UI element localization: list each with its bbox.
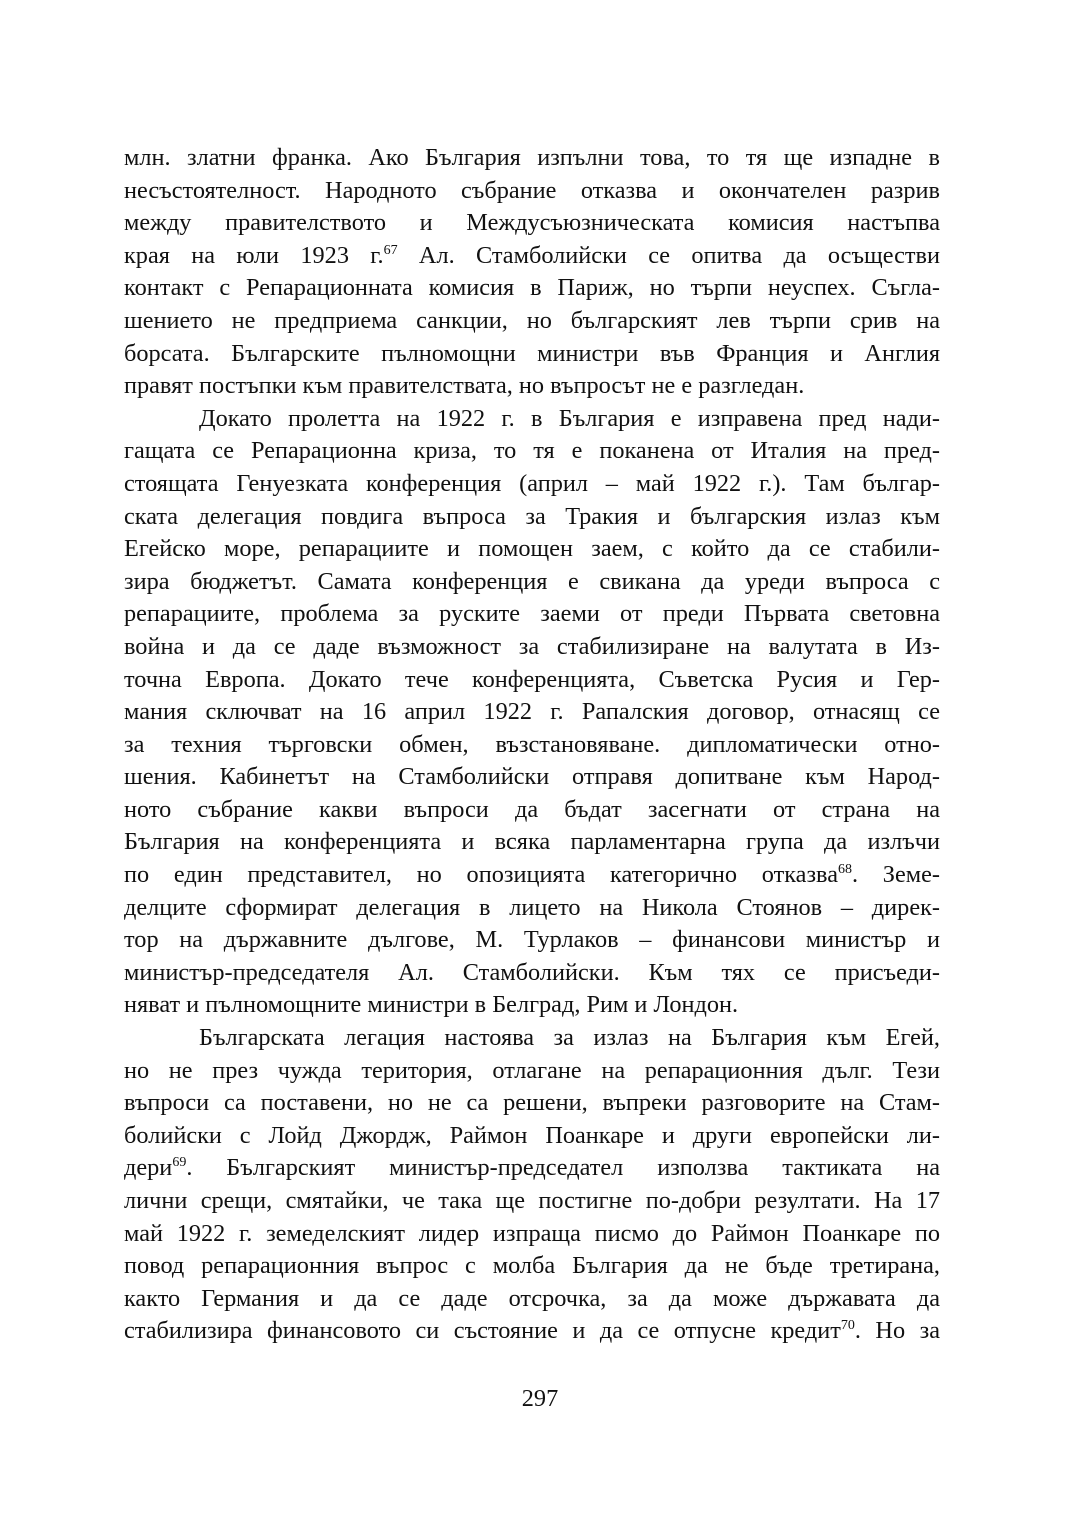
text-line-content: болийски с Лойд Джордж, Раймон Поанкаре и други европейски ли- [124,1121,940,1149]
text-line [124,794,940,827]
text-line-content: гащата се Репарационна криза, то тя е поканена от Италия на пред- [124,437,940,465]
text-line-content: ската делегация повдига въпроса за Тракия и българския излаз към [124,502,940,530]
text-line-content: делците сформират делегация в лицето на Никола Стоянов – дирек- [124,893,940,921]
text-line-content: края на юли 1923 г. [124,241,384,269]
text-line [124,859,940,892]
text-line-content: по един представител, но опозицията категорично отказва [124,861,838,889]
text-line [124,729,940,762]
text-line [124,142,940,175]
text-line-content: лични срещи, смятайки, че така ще постигне по-добри резултати. На 17 [124,1187,940,1214]
text-line [124,989,940,1022]
text-line [124,305,940,338]
text-line [124,761,940,794]
text-line-content: млн. златни франка. Ако България изпълни това, то тя ще изпадне в [124,144,940,171]
text-line [124,272,940,305]
text-line-content: Докато пролетта на 1922 г. в България е изправена пред нади- [199,404,940,432]
text-line [124,826,940,859]
text-line-content: Българската легация настоява за излаз на България към Егей, [199,1024,940,1052]
text-line [124,1250,940,1283]
text-line [124,631,940,664]
text-line-content: стоящата Генуезката конференция (април – май 1922 г.). Там българ- [124,469,940,497]
text-line-content: война и да се даде възможност за стабилизиране на валутата в Из- [124,632,940,660]
text-line-continuation: . Българският министър-председател използва тактиката на [186,1154,940,1182]
text-line [124,501,940,534]
footnote-marker: 67 [383,242,398,258]
text-line [124,1120,940,1153]
text-line [124,1315,940,1348]
text-line-content: стабилизира финансовото си състояние и да се отпусне кредит [124,1317,841,1345]
text-line [124,892,940,925]
text-line-content: ното събрание какви въпроси да бъдат засегнати от страна на [124,795,940,823]
text-line [124,566,940,599]
text-line-content: България на конференцията и всяка парламентарна група да излъчи [124,828,940,856]
text-line-content: Егейско море, репарациите и помощен заем, с който да се стабили- [124,535,940,563]
text-line [124,957,940,990]
text-line [124,533,940,566]
text-line [124,338,940,371]
text-line [124,403,940,436]
text-line-content: правят постъпки към правителствата, но въпросът не е разгледан. [124,372,805,400]
text-line-continuation: . Но за [854,1317,940,1345]
text-line-content: тор на държавните дългове, М. Турлаков – финансови министър и [124,926,940,954]
text-line-content: мания сключват на 16 април 1922 г. Рапалския договор, отнасящ се [124,698,940,726]
text-line-content: зира бюджетът. Самата конференция е свикана да уреди въпроса с [124,567,940,595]
text-line [124,240,940,273]
text-line [124,696,940,729]
text-line-content: няват и пълномощните министри в Белград, Рим и Лондон. [124,991,739,1019]
text-line [124,1022,940,1055]
text-line-content: точна Европа. Докато тече конференцията, Съветска Русия и Гер- [124,665,940,693]
text-line [124,924,940,957]
text-line-continuation: Ал. Стамболийски се опитва да осъществи [397,241,940,269]
text-line-continuation: . Земе- [852,861,941,889]
text-line [124,1152,940,1185]
text-line-content: между правителството и Междусъюзническата комисия настъпва [124,209,940,237]
text-line [124,207,940,240]
body-text [124,142,940,1348]
text-line [124,1055,940,1088]
text-line-content: дери [124,1154,173,1182]
text-line-content: както Германия и да се даде отсрочка, за да може държавата да [124,1284,940,1312]
page-number: 297 [521,1385,559,1412]
text-line [124,1283,940,1316]
text-line [124,370,940,403]
text-line-content: шения. Кабинетът на Стамболийски отправя допитване към Народ- [124,763,940,791]
text-line-content: контакт с Репарационната комисия в Париж, но търпи неуспех. Съгла- [124,274,940,302]
text-line [124,1087,940,1120]
text-line-content: май 1922 г. земеделският лидер изпраща писмо до Раймон Поанкаре по [124,1219,940,1247]
text-line [124,175,940,208]
text-line-content: но не през чужда територия, отлагане на репарационния дълг. Тези [124,1056,940,1084]
text-line-content: министър-председателя Ал. Стамболийски. Към тях се присъеди- [124,958,940,986]
text-line [124,468,940,501]
text-line [124,598,940,631]
text-line-content: репарациите, проблема за руските заеми от преди Първата световна [124,600,940,628]
text-line-content: несъстоятелност. Народното събрание отказва и окончателен разрив [124,176,940,204]
footnote-marker: 69 [172,1155,187,1171]
text-line-content: за техния търговски обмен, възстановяване. дипломатически отно- [124,730,940,758]
footnote-marker: 68 [838,862,852,878]
text-line-content: въпроси са поставени, но не са решени, въпреки разговорите на Стам- [124,1089,940,1117]
text-line-content: борсата. Българските пълномощни министри във Франция и Англия [124,339,940,367]
text-line [124,435,940,468]
text-line [124,664,940,697]
text-line-content: шението не предприема санкции, но българският лев търпи срив на [124,306,940,334]
text-line-content: повод репарационния въпрос с молба България да не бъде третирана, [124,1252,940,1280]
footnote-marker: 70 [840,1318,855,1334]
text-line [124,1185,940,1218]
text-line [124,1218,940,1251]
